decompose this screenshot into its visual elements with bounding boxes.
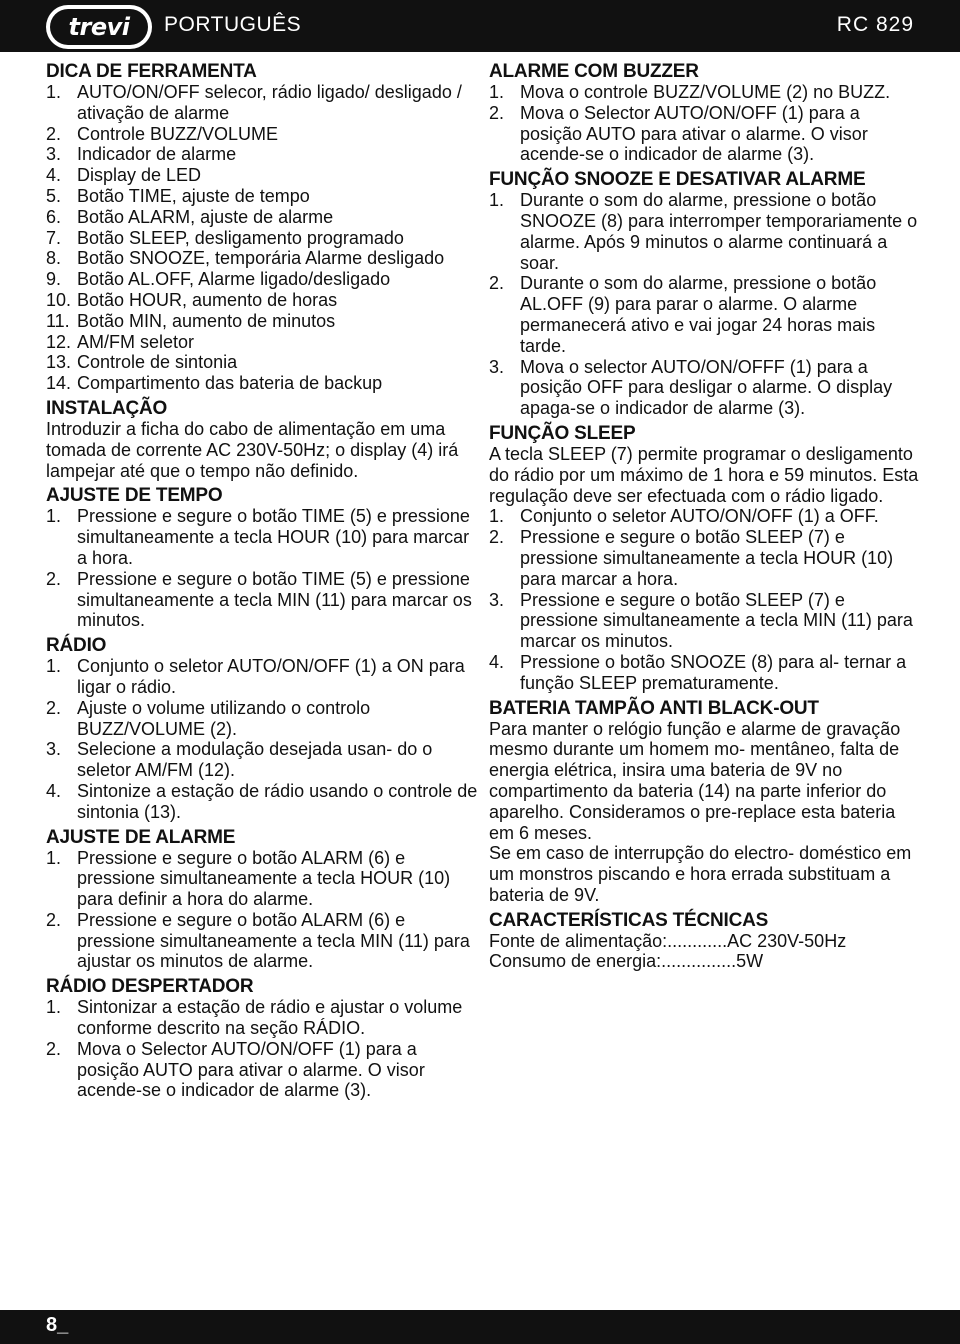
list-item: 5. Botão TIME, ajuste de tempo xyxy=(46,185,310,206)
header-bar xyxy=(0,0,960,52)
list-item: 3. Mova o selector AUTO/ON/OFFF (1) para a posição OFF para desligar o alarme. O display apaga-se o indicador de alarme (3). xyxy=(489,356,893,419)
section-title-radio-alarm: RÁDIO DESPERTADOR xyxy=(46,976,254,998)
section-title-tips: DICA DE FERRAMENTA xyxy=(46,61,257,82)
list-item: 2. Pressione e segure o botão TIME (5) e pressione simultaneamente a tecla MIN (11) para marcar os minutos. xyxy=(46,568,472,631)
list-item: 1. Mova o controle BUZZ/VOLUME (2) no BUZZ. xyxy=(489,82,891,102)
spec-row: Consumo de energia:...............5W xyxy=(489,951,764,972)
list-item: 9. Botão AL.OFF, Alarme ligado/desligado xyxy=(46,269,391,290)
section-title-specs: CARACTERÍSTICAS TÉCNICAS xyxy=(489,909,769,931)
list-item: 13. Controle de sintonia xyxy=(46,352,238,373)
list-item: 14. Compartimento das bateria de backup xyxy=(46,373,383,394)
list-item: 10. Botão HOUR, aumento de horas xyxy=(46,289,338,310)
list-item: 2. Mova o Selector AUTO/ON/OFF (1) para a posição AUTO para ativar o alarme. O visor acende-se o indicador de alarme (3). xyxy=(489,102,868,165)
tips-list xyxy=(46,82,478,394)
battery-text-2: Se em caso de interrupção do electro- doméstico em um monstros piscando e hora errada substituam a bateria de 9V. xyxy=(489,843,912,905)
section-title-battery: BATERIA TAMPÃO ANTI BLACK-OUT xyxy=(489,697,819,719)
list-item: 1. AUTO/ON/OFF selecor, rádio ligado/ desligado / ativação de alarme xyxy=(46,82,462,123)
list-item: 1. Pressione e segure o botão TIME (5) e pressione simultaneamente a tecla HOUR (10) para marcar a hora. xyxy=(46,506,470,568)
section-title-time: AJUSTE DE TEMPO xyxy=(46,485,223,507)
list-item: 2. Controle BUZZ/VOLUME xyxy=(46,123,279,144)
list-item: 2. Ajuste o volume utilizando o controlo BUZZ/VOLUME (2). xyxy=(46,697,371,739)
list-item: 3. Selecione a modulação desejada usan- do o seletor AM/FM (12). xyxy=(46,739,433,781)
list-item: 3. Pressione e segure o botão SLEEP (7) e pressione simultaneamente a tecla MIN (11) para marcar os minutos. xyxy=(489,589,913,652)
list-item: 2. Pressione e segure o botão SLEEP (7) e pressione simultaneamente a tecla HOUR (10) para marcar a hora. xyxy=(489,527,894,589)
list-item: 8. Botão SNOOZE, temporária Alarme desligado xyxy=(46,248,445,269)
list-item: 2. Mova o Selector AUTO/ON/OFF (1) para a posição AUTO para ativar o alarme. O visor acende-se o indicador de alarme (3). xyxy=(46,1038,425,1101)
list-item: 11. Botão MIN, aumento de minutos xyxy=(46,310,336,331)
sleep-text: A tecla SLEEP (7) permite programar o desligamento do rádio por um máximo de 1 hora e 59 minutos. Esta regulação deve ser efectuada com o rádio ligado. xyxy=(489,443,919,506)
section-title-buzzer: ALARME COM BUZZER xyxy=(489,61,699,82)
brand-logo-text: trevi xyxy=(50,9,148,45)
list-item: 6. Botão ALARM, ajuste de alarme xyxy=(46,206,334,227)
section-title-install: INSTALAÇÃO xyxy=(46,397,168,419)
install-text: Introduzir a ficha do cabo de alimentação em uma tomada de corrente AC 230V-50Hz; o display (4) irá lampejar até que o tempo não definido. xyxy=(46,418,459,481)
model-label: RC 829 xyxy=(836,13,914,36)
list-item: 1. Pressione e segure o botão ALARM (6) e pressione simultaneamente a tecla HOUR (10) para definir a hora do alarme. xyxy=(46,847,451,910)
language-label: PORTUGUÊS xyxy=(164,13,302,36)
battery-text-1: Para manter o relógio função e alarme de gravação mesmo durante um homem mo- mentâneo, falta de energia elétrica, insira uma bateria de 9V no compartimento da bateria (14) na parte inferior do aparelho. Consideramos o pre-replace esta bateria em 6 meses. xyxy=(489,718,901,843)
list-item: 2. Durante o som do alarme, pressione o botão AL.OFF (9) para parar o alarme. O alarme permanecerá ativo e vai jogar 24 horas mais tarde. xyxy=(489,273,877,356)
list-item: 1. Conjunto o seletor AUTO/ON/OFF (1) a OFF. xyxy=(489,506,879,527)
section-title-sleep: FUNÇÃO SLEEP xyxy=(489,422,636,444)
spec-row: Fonte de alimentação:............AC 230V-50Hz xyxy=(489,930,847,951)
footer-bar xyxy=(0,1310,960,1344)
list-item: 3. Indicador de alarme xyxy=(46,144,237,165)
left-column xyxy=(46,61,478,1101)
list-item: 12. AM/FM seletor xyxy=(46,331,195,352)
list-item: 1. Conjunto o seletor AUTO/ON/OFF (1) a ON para ligar o rádio. xyxy=(46,656,465,697)
list-item: 7. Botão SLEEP, desligamento programado xyxy=(46,227,404,248)
list-item: 1. Sintonizar a estação de rádio e ajustar o volume conforme descrito na seção RÁDIO. xyxy=(46,997,463,1039)
list-item: 4. Display de LED xyxy=(46,165,202,186)
brand-logo xyxy=(46,5,152,49)
right-column xyxy=(489,61,921,972)
section-title-snooze: FUNÇÃO SNOOZE E DESATIVAR ALARME xyxy=(489,169,866,191)
section-title-alarm: AJUSTE DE ALARME xyxy=(46,826,236,848)
list-item: 4. Sintonize a estação de rádio usando o controle de sintonia (13). xyxy=(46,780,478,822)
page-number: 8_ xyxy=(46,1314,69,1336)
list-item: 4. Pressione o botão SNOOZE (8) para al- ternar a função SLEEP prematuramente. xyxy=(489,651,907,693)
list-item: 2. Pressione e segure o botão ALARM (6) e pressione simultaneamente a tecla MIN (11) para ajustar os minutos de alarme. xyxy=(46,909,470,972)
list-item: 1. Durante o som do alarme, pressione o botão SNOOZE (8) para interromper temporariamente o alarme. Após 9 minutos o alarme continuará a soar. xyxy=(489,190,918,273)
section-title-radio: RÁDIO xyxy=(46,635,107,657)
